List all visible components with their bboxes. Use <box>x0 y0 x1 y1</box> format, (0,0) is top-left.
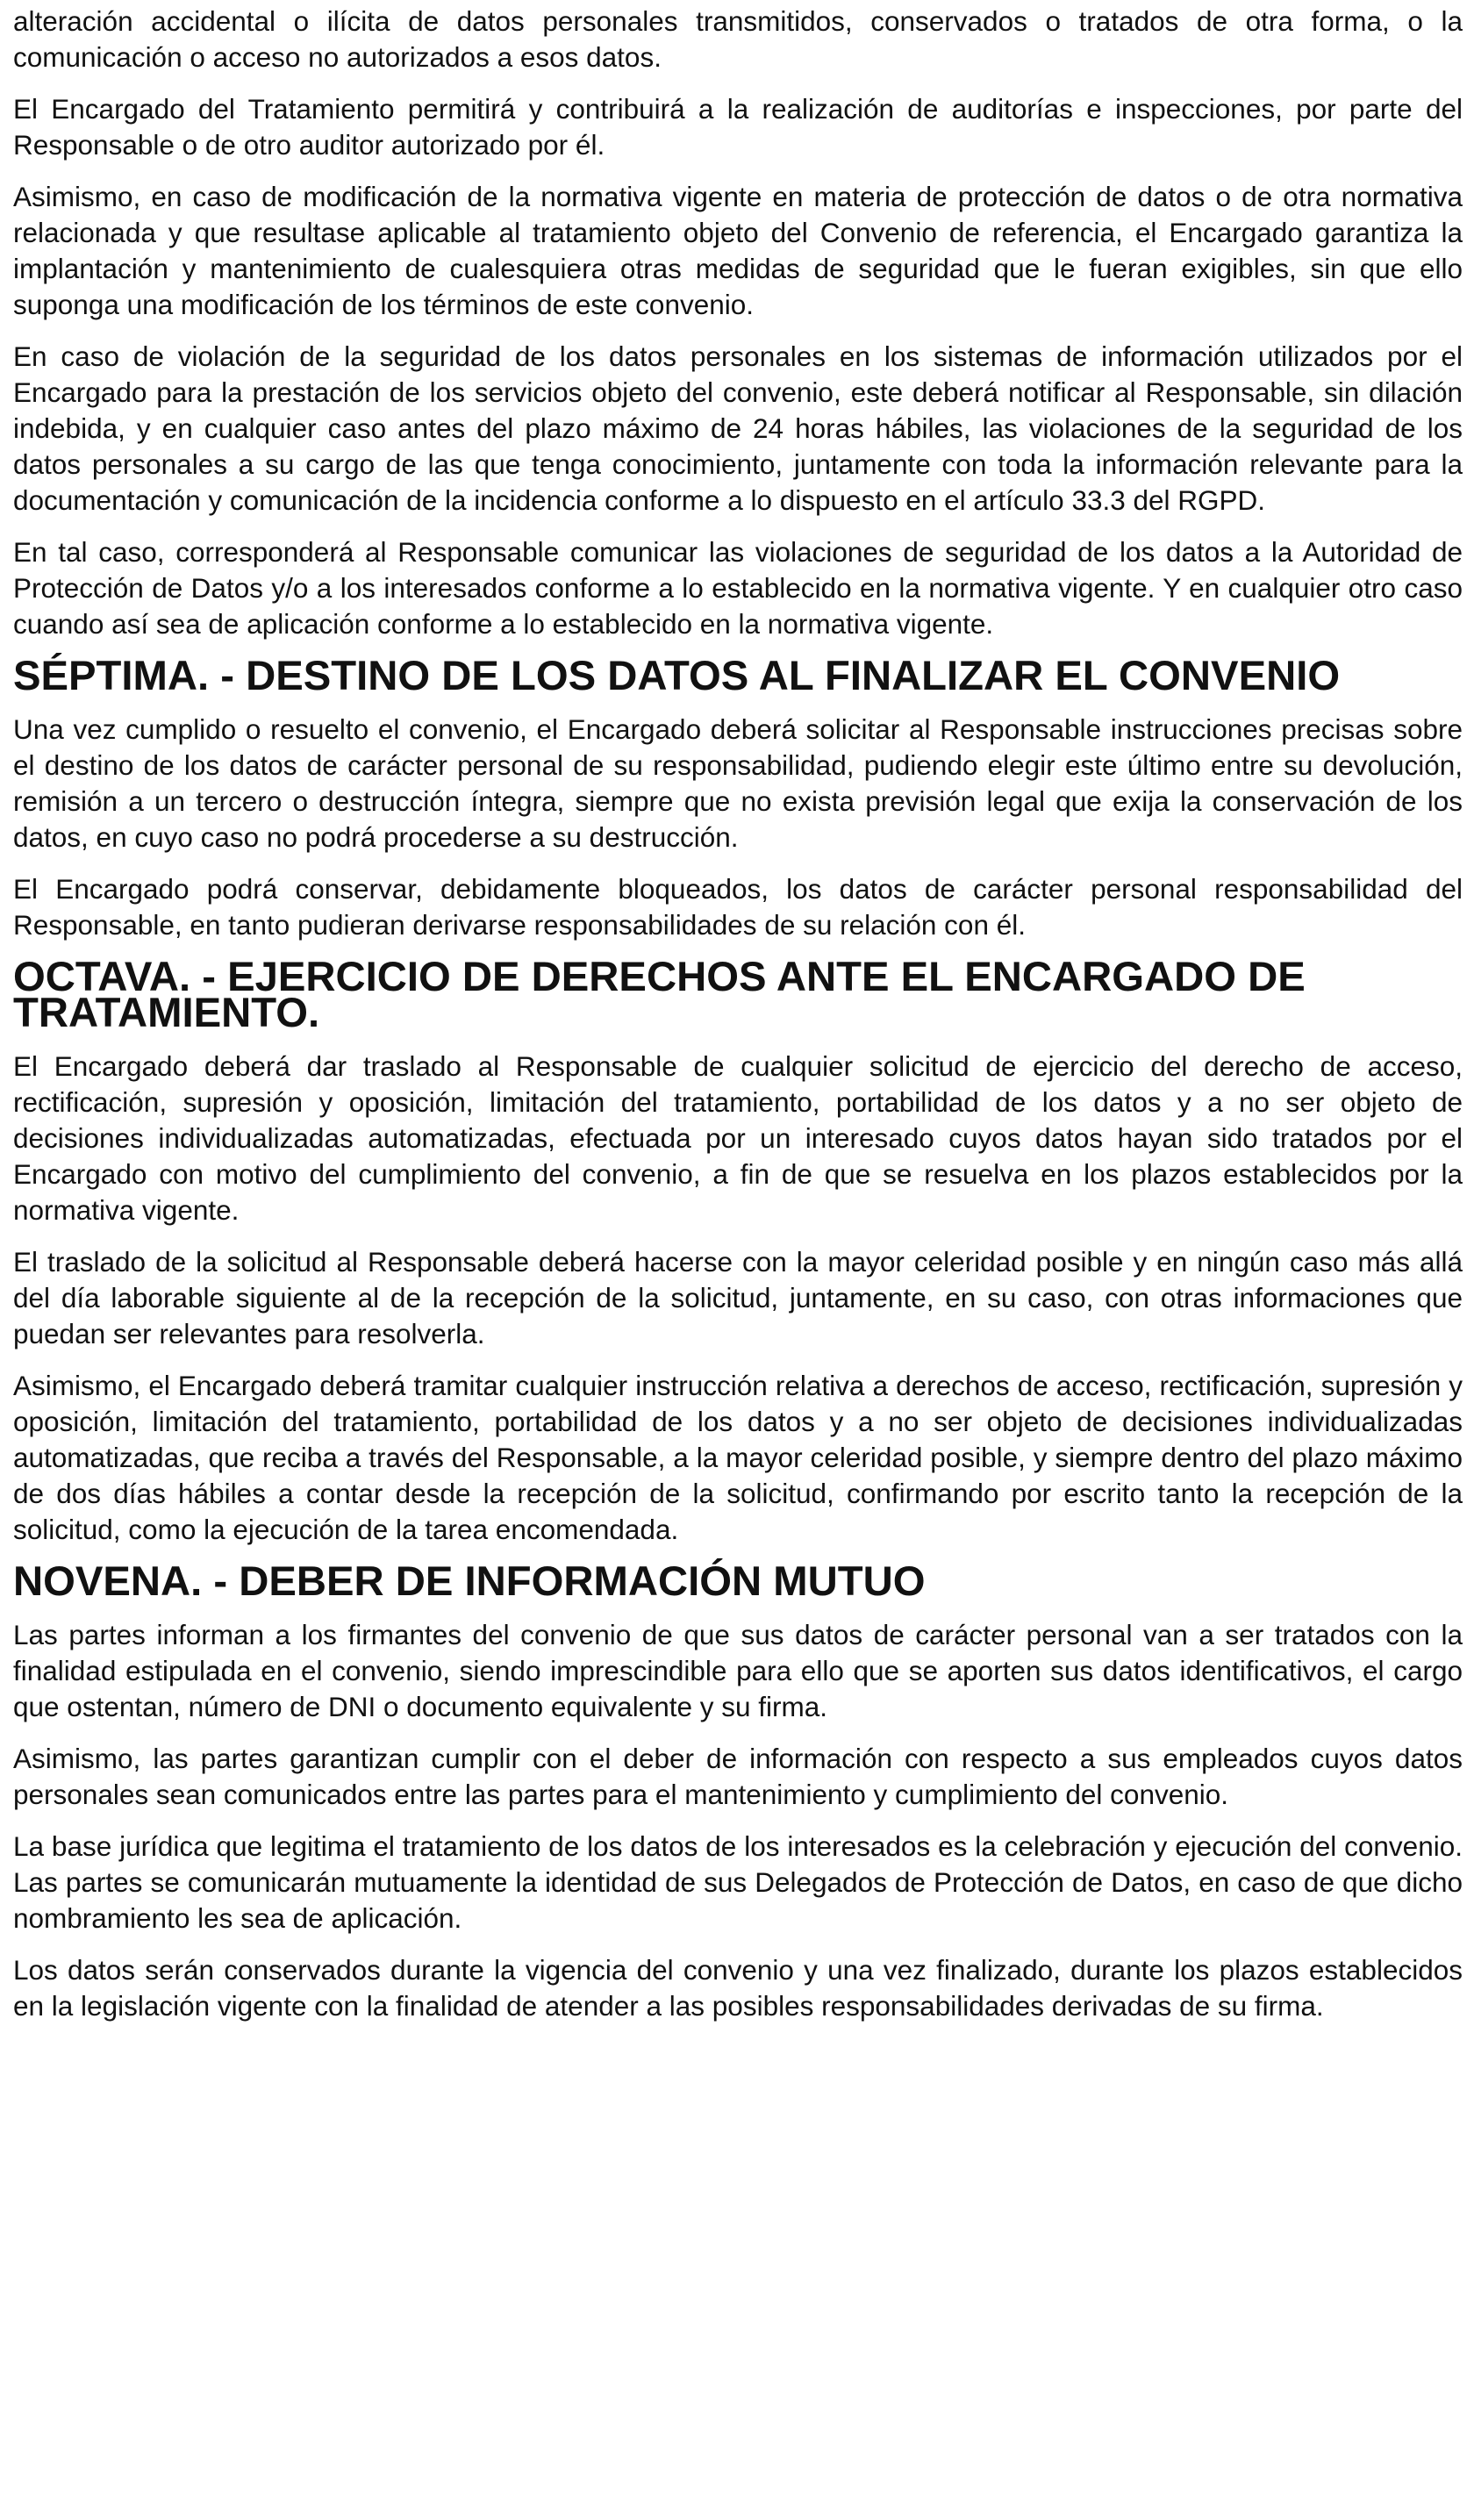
paragraph: Los datos serán conservados durante la vigencia del convenio y una vez finalizado, durante los plazos establecidos en la legislación vigente con la finalidad de atender a las posibles responsabilidades derivadas de su firma. <box>13 1954 1463 2022</box>
section-heading: OCTAVA. - EJERCICIO DE DERECHOS ANTE EL ENCARGADO DE TRATAMIENTO. <box>13 954 1306 1036</box>
paragraph: En tal caso, corresponderá al Responsable comunicar las violaciones de seguridad de los datos a la Autoridad de Protección de Datos y/o a los interesados conforme a lo establecido en la normativa vigente. Y en cualquier otro caso cuando así sea de aplicación conforme a lo establecido en la normativa vigente. <box>13 536 1463 640</box>
paragraph: El traslado de la solicitud al Responsable deberá hacerse con la mayor celeridad posible y en ningún caso más allá del día laborable siguiente al de la recepción de la solicitud, juntamente, en su caso, con otras informaciones que puedan ser relevantes para resolverla. <box>13 1246 1463 1349</box>
document-page <box>13 4 1463 2040</box>
paragraph: Una vez cumplido o resuelto el convenio, el Encargado deberá solicitar al Responsable instrucciones precisas sobre el destino de los datos de carácter personal de su responsabilidad, pudiendo elegir este último entre su devolución, remisión a un tercero o destrucción íntegra, siempre que no exista previsión legal que exija la conservación de los datos, en cuyo caso no podrá procederse a su destrucción. <box>13 713 1463 853</box>
paragraph: Asimismo, las partes garantizan cumplir con el deber de información con respecto a sus empleados cuyos datos personales sean comunicados entre las partes para el mantenimiento y cumplimiento del convenio. <box>13 1743 1463 1810</box>
paragraph: Asimismo, en caso de modificación de la normativa vigente en materia de protección de datos o de otra normativa relacionada y que resultase aplicable al tratamiento objeto del Convenio de referencia, el Encargado garantiza la implantación y mantenimiento de cualesquiera otras medidas de seguridad que le fueran exigibles, sin que ello suponga una modificación de los términos de este convenio. <box>13 181 1463 320</box>
paragraph: El Encargado del Tratamiento permitirá y contribuirá a la realización de auditorías e inspecciones, por parte del Responsable o de otro auditor autorizado por él. <box>13 93 1463 161</box>
section-heading: SÉPTIMA. - DESTINO DE LOS DATOS AL FINALIZAR EL CONVENIO <box>13 653 1341 699</box>
paragraph: El Encargado podrá conservar, debidamente bloqueados, los datos de carácter personal responsabilidad del Responsable, en tanto pudieran derivarse responsabilidades de su relación con él. <box>13 873 1463 941</box>
paragraph: En caso de violación de la seguridad de los datos personales en los sistemas de información utilizados por el Encargado para la prestación de los servicios objeto del convenio, este deberá notificar al Responsable, sin dilación indebida, y en cualquier caso antes del plazo máximo de 24 horas hábiles, las violaciones de la seguridad de los datos personales a su cargo de las que tenga conocimiento, juntamente con toda la información relevante para la documentación y comunicación de la incidencia conforme a lo dispuesto en el artículo 33.3 del RGPD. <box>13 340 1463 516</box>
paragraph: Las partes informan a los firmantes del convenio de que sus datos de carácter personal van a ser tratados con la finalidad estipulada en el convenio, siendo imprescindible para ello que se aporten sus datos identificativos, el cargo que ostentan, número de DNI o documento equivalente y su firma. <box>13 1619 1463 1722</box>
paragraph: Asimismo, el Encargado deberá tramitar cualquier instrucción relativa a derechos de acceso, rectificación, supresión y oposición, limitación del tratamiento, portabilidad de los datos y a no ser objeto de decisiones individualizadas automatizadas, que reciba a través del Responsable, a la mayor celeridad posible, y siempre dentro del plazo máximo de dos días hábiles a contar desde la recepción de la solicitud, confirmando por escrito tanto la recepción de la solicitud, como la ejecución de la tarea encomendada. <box>13 1370 1463 1545</box>
section-heading: NOVENA. - DEBER DE INFORMACIÓN MUTUO <box>13 1558 926 1605</box>
paragraph: La base jurídica que legitima el tratamiento de los datos de los interesados es la celebración y ejecución del convenio. Las partes se comunicarán mutuamente la identidad de sus Delegados de Protección de Datos, en caso de que dicho nombramiento les sea de aplicación. <box>13 1830 1463 1934</box>
paragraph: El Encargado deberá dar traslado al Responsable de cualquier solicitud de ejercicio del derecho de acceso, rectificación, supresión y oposición, limitación del tratamiento, portabilidad de los datos y a no ser objeto de decisiones individualizadas automatizadas, efectuada por un interesado cuyos datos hayan sido tratados por el Encargado con motivo del cumplimiento del convenio, a fin de que se resuelva en los plazos establecidos por la normativa vigente. <box>13 1050 1463 1226</box>
paragraph: alteración accidental o ilícita de datos personales transmitidos, conservados o tratados de otra forma, o la comunicación o acceso no autorizados a esos datos. <box>13 5 1463 73</box>
